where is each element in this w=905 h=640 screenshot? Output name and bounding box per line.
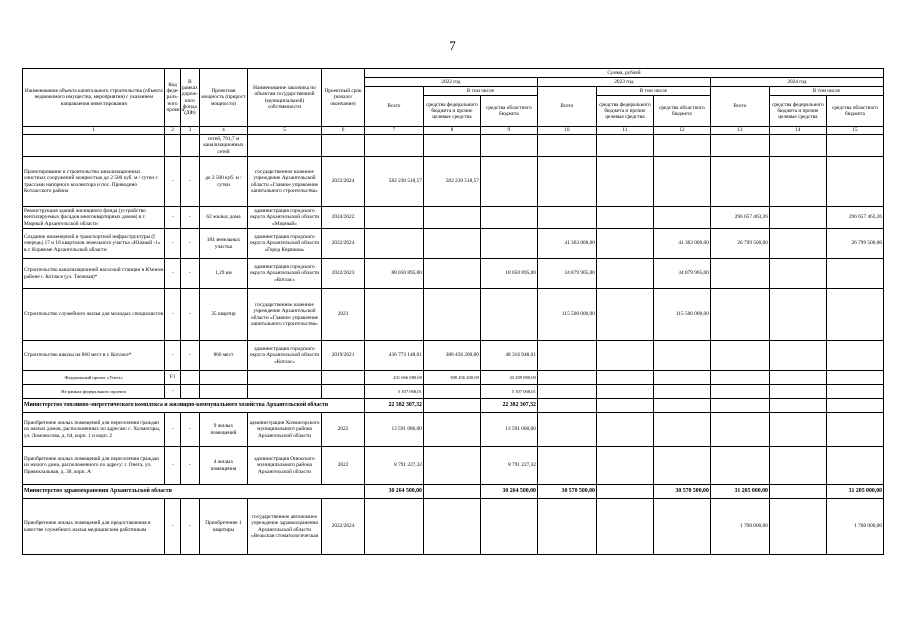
amount-cell: 1 700 000,00 — [710, 499, 769, 555]
customer: администрация Холмогорского муниципального района Архангельской области — [247, 413, 321, 447]
header-road-fund: В рамках дорож-ного фонда (ДФ) — [180, 69, 199, 127]
capacity: 9 жилых помещений — [200, 413, 248, 447]
amount-cell: 18 050 895,00 — [480, 259, 537, 289]
amount-cell — [423, 289, 480, 341]
road-fund: - — [180, 289, 199, 341]
object-name: Строительство канализационной насосной станции в Южном районе г. Котласе (ул. Таежная)* — [23, 259, 165, 289]
capacity: сетей, 791,7 м канализационных сетей — [200, 135, 248, 157]
amount-cell — [423, 259, 480, 289]
amount-cell — [826, 289, 883, 341]
header-incl: В том числе — [423, 87, 537, 96]
amount-cell — [826, 413, 883, 447]
amount-cell — [710, 399, 769, 413]
fed-code: - — [165, 499, 180, 555]
road-fund: - — [180, 413, 199, 447]
amount-cell — [537, 399, 596, 413]
amount-cell — [826, 259, 883, 289]
object-name: Приобретение жилых помещений для переселения граждан из жилого дома, расположенного по адресу: г. Онега, ул. Привокзальная, д. 30, корп. А — [23, 447, 165, 485]
amount-cell — [364, 289, 423, 341]
header-fed-code: Код феде-раль-ного проекта — [165, 69, 180, 127]
amount-cell — [769, 289, 826, 341]
amount-cell: 388 456 200,00 — [423, 371, 480, 385]
object-name: Создание инженерной и транспортной инфраструктуры (I очередь) 17 и 18 кварталов земельного участка «Южный -1» в г. Коряжме Архангельской области — [23, 229, 165, 259]
road-fund: - — [180, 207, 199, 229]
table-row — [23, 207, 884, 229]
column-number: 11 — [596, 127, 653, 135]
capacity: 860 мест — [200, 341, 248, 371]
amount-cell: 41 363 000,00 — [537, 229, 596, 259]
investment-table — [22, 68, 884, 555]
empty-cell — [322, 371, 365, 385]
amount-cell: 34 879 905,00 — [653, 259, 710, 289]
term: 2022/2024 — [322, 499, 365, 555]
amount-cell — [769, 399, 826, 413]
capacity: 4 жилых помещения — [200, 447, 248, 485]
amount-cell — [596, 229, 653, 259]
empty-cell — [180, 371, 199, 385]
amount-cell: 26 799 500,00 — [710, 229, 769, 259]
column-number: 1 — [23, 127, 165, 135]
term: 2023 — [322, 289, 365, 341]
customer: администрация городского округа Архангельской области «Котлас» — [247, 259, 321, 289]
amount-cell — [826, 157, 883, 207]
amount-cell — [537, 341, 596, 371]
amount-cell — [480, 135, 537, 157]
amount-cell — [653, 413, 710, 447]
amount-cell: 31 205 000,00 — [710, 485, 769, 499]
empty-cell — [769, 371, 826, 385]
amount-cell — [423, 135, 480, 157]
empty-cell — [537, 385, 596, 399]
amount-cell — [480, 207, 537, 229]
term: 2022/2024 — [322, 229, 365, 259]
column-number: 2 — [165, 127, 180, 135]
table-row — [23, 157, 884, 207]
road-fund: - — [180, 341, 199, 371]
amount-cell: 436 773 148,01 — [364, 341, 423, 371]
amount-cell — [596, 135, 653, 157]
capacity: 1,29 км — [200, 259, 248, 289]
table-row — [23, 499, 884, 555]
amount-cell — [596, 485, 653, 499]
amount-cell — [769, 135, 826, 157]
header-obl-funds: средства областного бюджета — [480, 96, 537, 127]
amount-cell — [826, 447, 883, 485]
amount-cell: 30 570 500,00 — [653, 485, 710, 499]
amount-cell — [769, 485, 826, 499]
amount-cell — [653, 135, 710, 157]
amount-cell — [480, 289, 537, 341]
table-row — [23, 341, 884, 371]
amount-cell — [537, 499, 596, 555]
capacity: 184 земельных участка — [200, 229, 248, 259]
header-year-2024: 2024 год — [710, 78, 883, 87]
fed-code: F1 — [165, 371, 180, 385]
amount-cell — [596, 499, 653, 555]
header-fed-funds: средства федерального бюджета и прочие целевые средства — [423, 96, 480, 127]
road-fund: - — [180, 259, 199, 289]
amount-cell: 30 264 500,00 — [364, 485, 423, 499]
subtotal-row — [23, 371, 884, 385]
amount-cell — [596, 447, 653, 485]
column-number: 3 — [180, 127, 199, 135]
fed-code: - — [165, 229, 180, 259]
customer: государственное автономное учреждение здравоохранения Архангельской области «Вельская стоматологическая — [247, 499, 321, 555]
term: 2022/2024 — [322, 157, 365, 207]
empty-cell — [200, 385, 248, 399]
header-capacity: Проектная мощность (прирост мощности) — [200, 69, 248, 127]
amount-cell — [769, 259, 826, 289]
empty-cell — [180, 385, 199, 399]
amount-cell — [826, 341, 883, 371]
column-number: 6 — [322, 127, 365, 135]
amount-cell: 582 230 518,57 — [364, 157, 423, 207]
empty-cell — [710, 385, 769, 399]
header-term: Проектный срок (начало/ окончание) — [322, 69, 365, 127]
object-name: Строительство служебного жилья для молодых специалистов — [23, 289, 165, 341]
amount-cell: 8 791 227,32 — [364, 447, 423, 485]
amount-cell — [653, 341, 710, 371]
header-year-2023: 2023 год — [537, 78, 710, 87]
amount-cell — [423, 385, 480, 399]
fed-code: - — [165, 385, 180, 399]
page-number: 7 — [449, 38, 456, 53]
amount-cell — [537, 207, 596, 229]
empty-cell — [653, 371, 710, 385]
amount-cell — [364, 229, 423, 259]
header-object: Наименование объекта капитального строительства (объекта недвижимого имущества, мероприятия) с указанием направления инвестирования — [23, 69, 165, 127]
amount-cell: 388 456 200,00 — [423, 341, 480, 371]
customer: администрация городского округа Архангельской области «Город Коряжма» — [247, 229, 321, 259]
customer: администрация городского округа Архангельской области «Котлас» — [247, 341, 321, 371]
amount-cell — [423, 485, 480, 499]
amount-cell — [537, 447, 596, 485]
capacity: до 2 500 куб. м / сутки — [200, 157, 248, 207]
amount-cell — [537, 413, 596, 447]
fed-code: - — [165, 207, 180, 229]
column-number: 10 — [537, 127, 596, 135]
road-fund: - — [180, 229, 199, 259]
amount-cell — [710, 341, 769, 371]
subtotal-label: Федеральный проект «Успех» — [23, 371, 165, 385]
column-number: 8 — [423, 127, 480, 135]
object-name — [23, 135, 165, 157]
amount-cell — [423, 399, 480, 413]
subtotal-row — [23, 385, 884, 399]
amount-cell: 13 591 080,00 — [480, 413, 537, 447]
empty-cell — [596, 385, 653, 399]
amount-cell — [769, 413, 826, 447]
column-number: 14 — [769, 127, 826, 135]
header-sum: Сумма, рублей — [364, 69, 883, 78]
amount-cell — [769, 447, 826, 485]
empty-cell — [537, 371, 596, 385]
column-number: 12 — [653, 127, 710, 135]
amount-cell — [653, 499, 710, 555]
amount-cell: 31 205 000,00 — [826, 485, 883, 499]
header-fed-funds: средства федерального бюджета и прочие целевые средства — [596, 96, 653, 127]
amount-cell — [710, 157, 769, 207]
header-year-2022: 2022 год — [364, 78, 537, 87]
amount-cell — [423, 499, 480, 555]
ministry-name: Министерство топливно-энергетического комплекса и жилищно-коммунального хозяйства Архангельской области — [23, 399, 365, 413]
amount-cell: 22 382 307,32 — [480, 399, 537, 413]
empty-cell — [710, 371, 769, 385]
column-number: 15 — [826, 127, 883, 135]
amount-cell — [769, 229, 826, 259]
ministry-row — [23, 485, 884, 499]
term: 2022/2023 — [322, 259, 365, 289]
customer: государственное казенное учреждение Архангельской области «Главное управление капитального строительства» — [247, 289, 321, 341]
amount-cell — [653, 399, 710, 413]
amount-cell: 26 799 500,00 — [826, 229, 883, 259]
amount-cell — [653, 157, 710, 207]
term: 2022 — [322, 413, 365, 447]
empty-cell — [826, 371, 883, 385]
fed-code: - — [165, 289, 180, 341]
fed-code: - — [165, 413, 180, 447]
amount-cell — [596, 259, 653, 289]
amount-cell — [423, 413, 480, 447]
amount-cell: 1 700 000,00 — [826, 499, 883, 555]
column-number: 9 — [480, 127, 537, 135]
amount-cell — [769, 207, 826, 229]
capacity: Приобретение 1 квартиры — [200, 499, 248, 555]
customer: государственное казенное учреждение Архангельской области «Главное управление капитального строительства» — [247, 157, 321, 207]
fed-code: - — [165, 157, 180, 207]
header-total: Всего — [710, 87, 769, 127]
term: 2019/2021 — [322, 341, 365, 371]
customer: администрация Онежского муниципального района Архангельской области — [247, 447, 321, 485]
amount-cell: 34 879 905,00 — [537, 259, 596, 289]
empty-cell — [247, 371, 321, 385]
column-number: 7 — [364, 127, 423, 135]
amount-cell — [653, 447, 710, 485]
capacity: 35 квартир — [200, 289, 248, 341]
amount-cell — [480, 229, 537, 259]
table-row — [23, 229, 884, 259]
fed-code — [165, 135, 180, 157]
empty-cell — [596, 371, 653, 385]
amount-cell — [537, 135, 596, 157]
amount-cell: 431 666 080,00 — [364, 371, 423, 385]
header-incl: В том числе — [596, 87, 710, 96]
amount-cell — [480, 157, 537, 207]
term: 2022 — [322, 447, 365, 485]
header-obl-funds: средства областного бюджета — [653, 96, 710, 127]
empty-cell — [200, 371, 248, 385]
road-fund: - — [180, 447, 199, 485]
column-number: 5 — [247, 127, 321, 135]
object-name: Приобретение жилых помещений для предоставления в качестве служебного жилья медицинским работникам — [23, 499, 165, 555]
amount-cell — [364, 207, 423, 229]
amount-cell — [596, 207, 653, 229]
amount-cell — [596, 399, 653, 413]
customer — [247, 135, 321, 157]
amount-cell — [710, 135, 769, 157]
ministry-row — [23, 399, 884, 413]
road-fund: - — [180, 499, 199, 555]
amount-cell: 582 230 518,57 — [423, 157, 480, 207]
amount-cell — [596, 413, 653, 447]
amount-cell — [769, 499, 826, 555]
fed-code: - — [165, 259, 180, 289]
amount-cell: 22 382 307,32 — [364, 399, 423, 413]
header-total: Всего — [537, 87, 596, 127]
amount-cell — [710, 447, 769, 485]
table-row — [23, 259, 884, 289]
amount-cell — [710, 413, 769, 447]
object-name: Проектирование и строительство канализационных очистных сооружений мощностью до 2 500 куб. м / сутки с трассами напорного коллектора и пос. Приводино Котласского района — [23, 157, 165, 207]
amount-cell — [596, 289, 653, 341]
capacity: 62 жилых дома — [200, 207, 248, 229]
empty-cell — [826, 385, 883, 399]
column-number: 13 — [710, 127, 769, 135]
amount-cell: 5 107 068,01 — [364, 385, 423, 399]
header-incl: В том числе — [769, 87, 883, 96]
amount-cell: 115 500 000,00 — [537, 289, 596, 341]
amount-cell: 41 363 000,00 — [653, 229, 710, 259]
amount-cell: 8 791 227,32 — [480, 447, 537, 485]
amount-cell — [596, 157, 653, 207]
empty-cell — [247, 385, 321, 399]
amount-cell — [826, 135, 883, 157]
amount-cell — [769, 341, 826, 371]
table-row — [23, 413, 884, 447]
amount-cell — [537, 157, 596, 207]
amount-cell: 88 050 895,00 — [364, 259, 423, 289]
header-customer: Наименование заказчика по объектам государственной (муниципальной) собственности — [247, 69, 321, 127]
amount-cell: 5 107 068,01 — [480, 385, 537, 399]
header-obl-funds: средства областного бюджета — [826, 96, 883, 127]
object-name: Строительство школы на 860 мест в г. Котласе* — [23, 341, 165, 371]
term: 2024/2022 — [322, 207, 365, 229]
amount-cell — [826, 399, 883, 413]
amount-cell: 43 209 880,00 — [480, 371, 537, 385]
amount-cell: 13 591 080,00 — [364, 413, 423, 447]
amount-cell — [769, 157, 826, 207]
fed-code: - — [165, 341, 180, 371]
amount-cell — [423, 229, 480, 259]
amount-cell: 30 264 500,00 — [480, 485, 537, 499]
object-name: Приобретение жилых помещений для переселения граждан из жилых домов, расположенных по адресам: с. Холмогоры, ул. Ломоносова, д. 64, корп. 1 и корп. 2 — [23, 413, 165, 447]
table-row — [23, 135, 884, 157]
amount-cell — [364, 499, 423, 555]
header-total: Всего — [364, 87, 423, 127]
amount-cell — [596, 341, 653, 371]
empty-cell — [653, 385, 710, 399]
amount-cell: 296 657 463,26 — [826, 207, 883, 229]
amount-cell: 30 570 500,00 — [537, 485, 596, 499]
amount-cell — [423, 207, 480, 229]
table-row — [23, 289, 884, 341]
amount-cell: 48 316 948,01 — [480, 341, 537, 371]
amount-cell — [364, 135, 423, 157]
customer: администрация городского округа Архангельской области «Мирный» — [247, 207, 321, 229]
amount-cell — [423, 447, 480, 485]
column-number: 4 — [200, 127, 248, 135]
term — [322, 135, 365, 157]
fed-code: - — [165, 447, 180, 485]
amount-cell — [710, 289, 769, 341]
amount-cell — [653, 207, 710, 229]
road-fund: - — [180, 157, 199, 207]
column-numbers-row — [23, 127, 884, 135]
amount-cell — [710, 259, 769, 289]
ministry-name: Министерство здравоохранения Архангельской области — [23, 485, 365, 499]
amount-cell: 115 500 000,00 — [653, 289, 710, 341]
empty-cell — [769, 385, 826, 399]
subtotal-label: Не рамках федерального проекта — [23, 385, 165, 399]
amount-cell: 296 657 463,26 — [710, 207, 769, 229]
object-name: Реконструкция зданий жилищного фонда (устройство вентилируемых фасадов многоквартирных домов) в г. Мирный Архангельской области — [23, 207, 165, 229]
table-row — [23, 447, 884, 485]
header-fed-funds: средства федерального бюджета и прочие целевые средства — [769, 96, 826, 127]
amount-cell — [480, 499, 537, 555]
road-fund — [180, 135, 199, 157]
empty-cell — [322, 385, 365, 399]
